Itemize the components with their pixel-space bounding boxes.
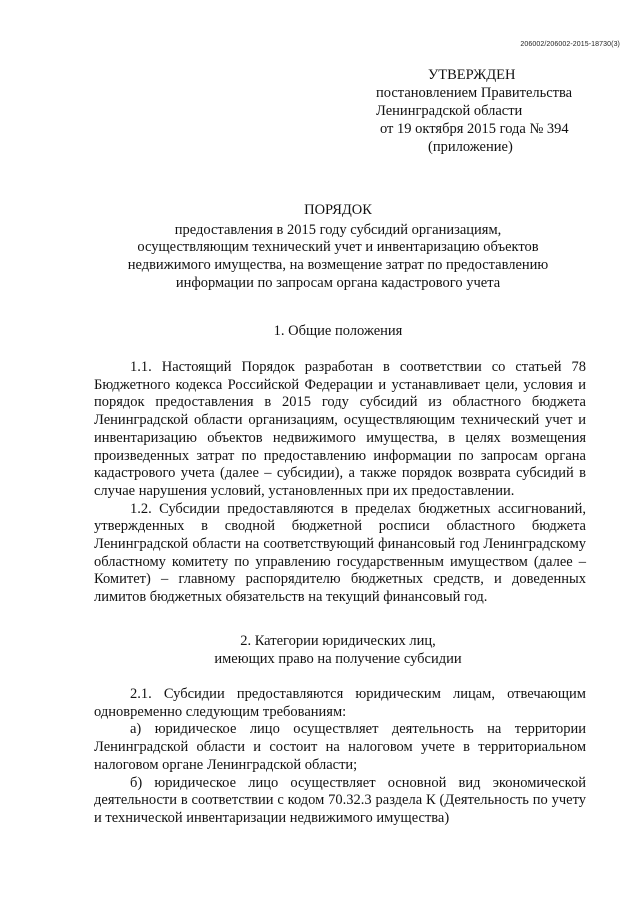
approval-line-1: постановлением Правительства	[376, 85, 573, 101]
document-id: 206002/206002-2015-18730(3)	[520, 41, 620, 48]
section-2-heading	[88, 633, 588, 668]
section-2-heading-line-2: имеющих право на получение субсидии	[214, 650, 462, 667]
section-1-body	[94, 359, 586, 607]
approval-title: УТВЕРЖДЕН	[428, 67, 516, 83]
title-line-4: информации по запросам органа кадастрового учета	[175, 274, 501, 291]
paragraph-2-1-b: б) юридическое лицо осуществляет основной вид экономической деятельности в соответствии с кодом 70.32.3 раздела К (Деятельность по учету и технической инвентаризации недвижимого имущества)	[94, 774, 586, 826]
paragraph-2-1-a: а) юридическое лицо осуществляет деятельность на территории Ленинградской области и состоит на налоговом учете в территориальном налоговом органе Ленинградской области;	[94, 721, 586, 773]
section-1-heading	[88, 323, 588, 341]
section-2-body	[94, 686, 586, 828]
section-1-heading-text: 1. Общие положения	[273, 323, 403, 339]
paragraph-1-2: 1.2. Субсидии предоставляются в пределах бюджетных ассигнований, утвержденных в сводной бюджетной росписи областного бюджета Ленинградской области на соответствующий финансовый год Ленинградскому областному комитету по управлению государственным имуществом (далее – Комитет) – главному распорядителю бюджетных средств, и доведенных лимитов бюджетных обязательств на текущий финансовый год.	[94, 500, 586, 606]
paragraph-1-1: 1.1. Настоящий Порядок разработан в соответствии со статьей 78 Бюджетного кодекса Российской Федерации и устанавливает цели, условия и порядок предоставления в 2015 году субсидий из областного бюджета Ленинградской области организациям, осуществляющим технический учет и инвентаризацию объектов недвижимого имущества, в целях возмещения произведенных затрат по предоставлению информации по запросам органа кадастрового учета (далее – субсидии), а также порядок возврата субсидий в случае нарушения условий, установленных при их предоставлении.	[94, 359, 586, 499]
approval-date: от 19 октября 2015 года № 394	[380, 121, 569, 137]
document-title: ПОРЯДОК	[304, 202, 372, 218]
approval-block	[376, 66, 616, 156]
title-line-2: осуществляющим технический учет и инвентаризацию объектов	[137, 239, 539, 256]
section-2-heading-line-1: 2. Категории юридических лиц,	[240, 633, 436, 649]
document-title-block	[88, 202, 588, 293]
approval-appendix: (приложение)	[428, 139, 513, 155]
paragraph-2-1: 2.1. Субсидии предоставляются юридическим лицам, отвечающим одновременно следующим требованиям:	[94, 686, 586, 720]
title-line-3: недвижимого имущества, на возмещение затрат по предоставлению	[127, 257, 549, 274]
approval-line-2: Ленинградской области	[376, 103, 523, 119]
title-line-1: предоставления в 2015 году субсидий организациям,	[174, 221, 502, 238]
